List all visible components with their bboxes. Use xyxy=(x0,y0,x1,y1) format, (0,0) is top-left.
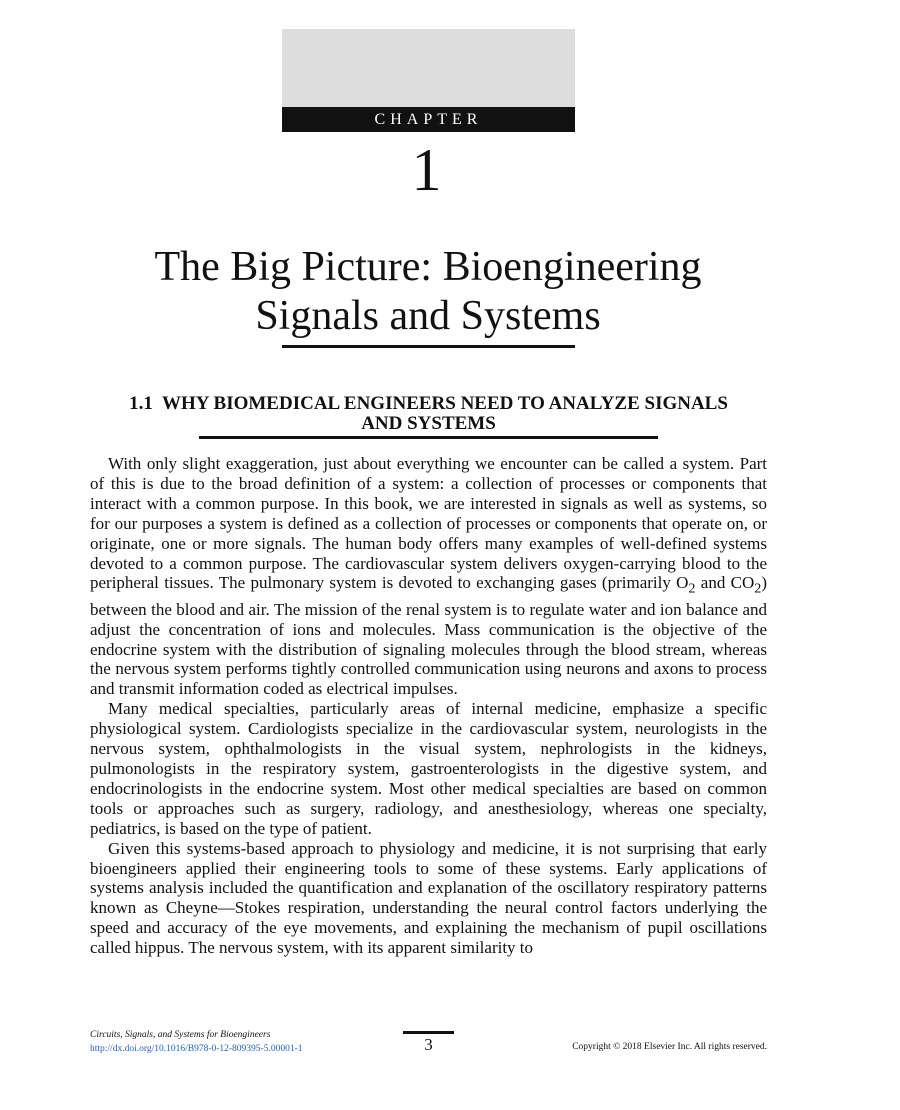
o2-subscript: 2 xyxy=(688,580,696,597)
section-divider xyxy=(199,436,658,439)
chapter-number: 1 xyxy=(411,137,442,203)
page-number: 3 xyxy=(424,1035,433,1054)
paragraph-3: Given this systems-based approach to physiology and medicine, it is not surprising that early bioengineers applied their engineering tools to some of these systems. Early applications of systems analysis included the quantification and explanation of the oscillatory respiratory patterns known as Cheyne—Stokes respiration, understanding the neural control factors underlying the speed and accuracy of the eye movements, and explaining the mechanism of pupil oscillations called hippus. The nervous system, with its apparent similarity to xyxy=(90,838,767,958)
footer-citation xyxy=(90,1028,303,1056)
chapter-title xyxy=(0,243,856,341)
paragraph-1-part-b: and CO xyxy=(695,573,755,593)
section-heading xyxy=(90,394,767,434)
paragraph-1-part-c: ) between the blood and air. The mission of the renal system is to regulate water and ion balance and adjust the concentration of ions and molecules. Mass communication is the objective of the endocrine system with the distribution of signaling molecules through the blood stream, whereas the nervous system performs tightly controlled communication using neurons and axons to process and transmit information coded as electrical impulses. xyxy=(90,573,767,699)
paragraph-1 xyxy=(90,454,767,699)
chapter-title-line-1: The Big Picture: Bioengineering xyxy=(154,244,702,290)
title-divider xyxy=(282,345,575,348)
chapter-header-gray-panel xyxy=(282,29,575,107)
footer-copyright: Copyright © 2018 Elsevier Inc. All rights reserved. xyxy=(572,1042,767,1052)
footer-doi-link[interactable]: http://dx.doi.org/10.1016/B978-0-12-809395-5.00001-1 xyxy=(90,1044,303,1054)
chapter-title-line-2: Signals and Systems xyxy=(255,293,601,339)
paragraph-1-part-a: With only slight exaggeration, just about everything we encounter can be called a system. Part of this is due to the broad definition of a system: a collection of processes or components that interact with a common purpose. In this book, we are interested in signals as well as systems, so for our purposes a system is defined as a collection of processes or components that operate on, or originate, one or more signals. The human body offers many examples of well-defined systems devoted to a common purpose. The cardiovascular system delivers oxygen-carrying blood to the peripheral tissues. The pulmonary system is devoted to exchanging gases (primarily O xyxy=(90,454,767,593)
body-text xyxy=(90,454,767,958)
section-heading-line-1: 1.1 WHY BIOMEDICAL ENGINEERS NEED TO ANALYZE SIGNALS xyxy=(129,393,728,414)
paragraph-2: Many medical specialties, particularly areas of internal medicine, emphasize a specific physiological system. Cardiologists specialize in the cardiovascular system, neurologists in the nervous system, ophthalmologists in the visual system, nephrologists in the kidneys, pulmonologists in the respiratory system, gastroenterologists in the digestive system, and endocrinologists in the endocrine system. Most other medical specialties are based on common tools or approaches such as surgery, radiology, and anesthesiology, whereas one specialty, pediatrics, is based on the type of patient. xyxy=(90,699,767,838)
co2-subscript: 2 xyxy=(754,580,762,597)
chapter-header xyxy=(282,29,575,132)
section-heading-line-2: AND SYSTEMS xyxy=(361,413,496,434)
footer-book-title: Circuits, Signals, and Systems for Bioengineers xyxy=(90,1030,271,1040)
chapter-label: CHAPTER xyxy=(282,107,575,132)
page-number-rule xyxy=(403,1031,454,1034)
